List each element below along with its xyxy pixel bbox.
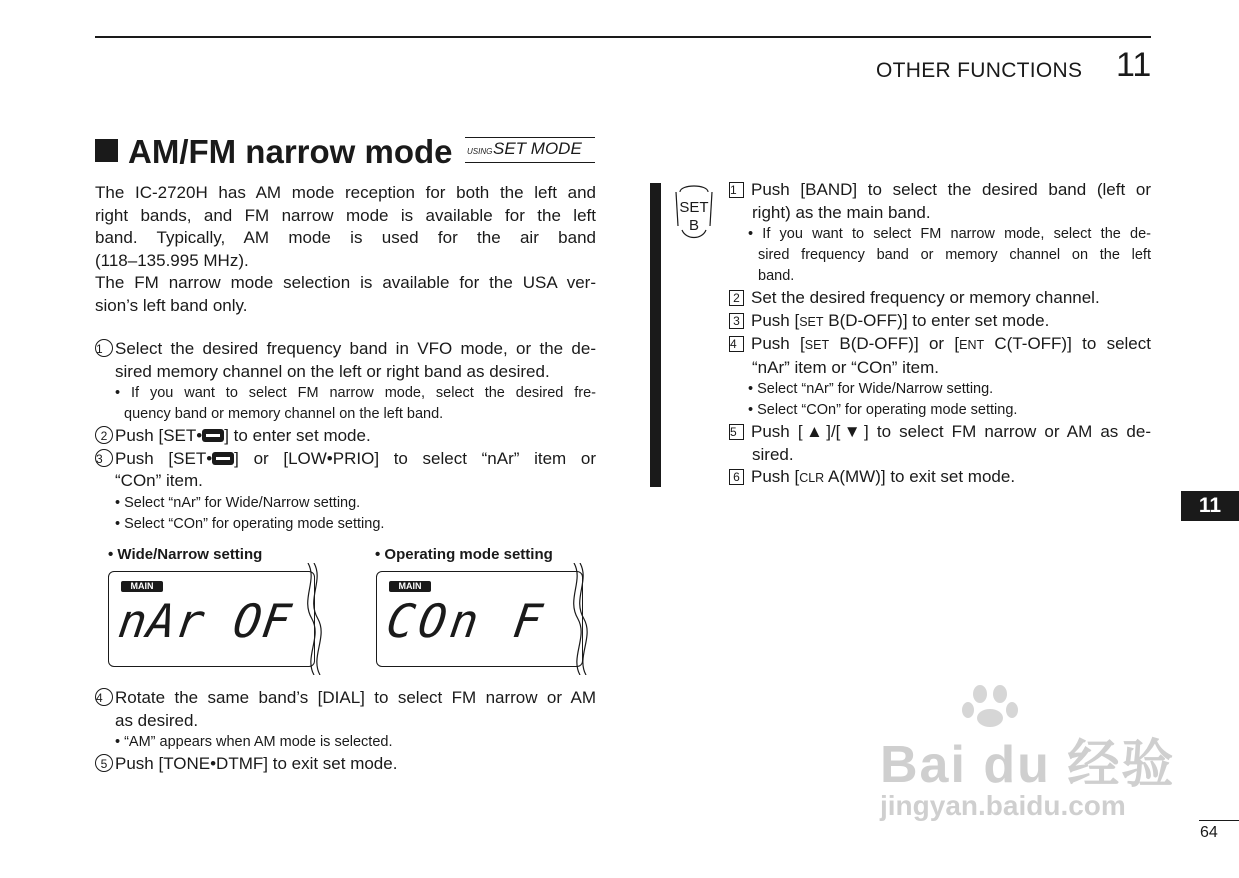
bullet-note: • “AM” appears when AM mode is selected.	[115, 734, 393, 750]
step-number: 3	[95, 449, 113, 467]
step-number: 3	[729, 313, 744, 329]
page-number: 64	[1200, 824, 1218, 841]
lcd-segment-text: nAr OF	[115, 594, 295, 648]
intro-paragraph	[95, 182, 596, 317]
step-text: right) as the main band.	[752, 202, 931, 222]
page-number-rule	[1199, 820, 1239, 821]
step-text: “nAr” item or “COn” item.	[752, 357, 940, 377]
key-label: ENT	[959, 338, 985, 352]
bullet-note: • Select “COn” for operating mode setting.	[115, 515, 385, 532]
r-step-2	[729, 287, 1151, 310]
step-5	[95, 753, 596, 776]
step-text: ] to select FM narrow or AM as de-	[864, 422, 1151, 441]
bullet-note: • Select “COn” for operating mode setting.	[748, 402, 1018, 418]
badge-large-text: SET MODE	[493, 139, 582, 158]
step-text: A(MW)] to exit set mode.	[824, 467, 1016, 486]
step-4	[95, 687, 596, 710]
step-text: Push [TONE•DTMF] to exit set mode.	[115, 754, 398, 773]
step-2	[95, 425, 596, 448]
bullet-note: sired frequency band or memory channel on the left	[758, 247, 1151, 263]
key-label: SET	[799, 314, 824, 329]
step-text: B(D-OFF)] to enter set mode.	[823, 310, 1050, 330]
intro-line: right bands, and FM narrow mode is available for the left	[95, 205, 596, 225]
bullet-note: quency band or memory channel on the left band.	[124, 406, 444, 422]
display-caption-oper: • Operating mode setting	[375, 546, 553, 563]
step-text: Push [BAND] to select the desired band (left or	[751, 180, 1151, 199]
r-step-1	[729, 179, 1151, 202]
lcd-display-wide	[108, 571, 315, 667]
break-mark-icon	[302, 563, 326, 675]
up-arrow-icon: ▲	[802, 422, 827, 441]
step-number: 2	[95, 426, 113, 444]
step-number: 6	[729, 469, 744, 485]
badge-small-text: USING	[467, 147, 493, 156]
bullet-note: band.	[758, 268, 795, 284]
intro-line: The FM narrow mode selection is available for the USA ver-	[95, 273, 596, 292]
lcd-segment-text: COn F	[383, 594, 550, 648]
bullet-note: • If you want to select FM narrow mode, select the de-	[748, 226, 1151, 242]
key-top-label: SET	[679, 199, 709, 216]
watermark-brand: Bai du 经验	[880, 736, 1176, 794]
step-text: Set the desired frequency or memory channel.	[751, 288, 1100, 307]
intro-line: sion’s left band only.	[95, 295, 248, 315]
step-3	[95, 448, 596, 471]
step-number: 1	[95, 339, 113, 357]
step-number: 2	[729, 290, 744, 306]
step-text: sired.	[752, 444, 794, 464]
main-indicator: MAIN	[121, 581, 163, 592]
key-icon	[202, 429, 224, 442]
r-step-3	[729, 310, 1151, 334]
key-bottom-label: B	[688, 217, 699, 234]
r-step-6	[729, 466, 1151, 490]
bullet-note: • Select “nAr” for Wide/Narrow setting.	[748, 381, 994, 397]
key-label: CLR	[799, 471, 825, 485]
step-text: Push [	[751, 422, 803, 441]
left-steps	[95, 338, 596, 535]
step-number: 5	[95, 754, 113, 772]
chapter-number: 11	[1116, 46, 1152, 84]
step-text: “COn” item.	[115, 471, 203, 490]
bullet-note: • If you want to select FM narrow mode, select the desired fre-	[115, 385, 596, 401]
step-text: Select the desired frequency band in VFO mode, or the de-	[115, 339, 596, 358]
intro-line: band. Typically, AM mode is used for the air band	[95, 228, 596, 247]
key-label: SET	[804, 338, 830, 352]
set-mode-badge	[465, 137, 595, 163]
step-text: ] to enter set mode.	[224, 426, 371, 445]
paw-logo-icon	[960, 680, 1020, 728]
left-steps-cont	[95, 687, 596, 776]
display-caption-wide: • Wide/Narrow setting	[108, 546, 263, 563]
intro-line: The IC-2720H has AM mode reception for both the left and	[95, 183, 596, 202]
step-number: 5	[729, 424, 744, 440]
step-text: Push [	[751, 334, 805, 353]
main-indicator: MAIN	[389, 581, 431, 592]
step-text: ] or [LOW•PRIO] to select “nAr” item or	[234, 448, 596, 468]
step-1	[95, 338, 596, 361]
chapter-tab: 11	[1181, 491, 1239, 521]
break-mark-icon	[568, 563, 592, 675]
step-number: 1	[729, 182, 744, 198]
step-text: Rotate the same band’s [DIAL] to select FM narrow or AM	[115, 688, 596, 707]
step-text: C(T-OFF)] to select	[984, 334, 1151, 353]
set-b-key-label	[676, 199, 712, 235]
right-steps	[729, 179, 1151, 490]
step-text: as desired.	[115, 710, 199, 730]
title-text: AM/FM narrow mode	[128, 133, 453, 170]
step-number: 4	[729, 336, 744, 352]
page-title	[95, 133, 453, 171]
panel-side-bar	[650, 183, 661, 487]
square-bullet-icon	[95, 139, 118, 162]
intro-line: (118–135.995 MHz).	[95, 250, 249, 270]
step-text: Push [	[751, 310, 800, 330]
r-step-5	[729, 421, 1151, 444]
down-arrow-icon: ▼	[840, 422, 865, 441]
watermark-url: jingyan.baidu.com	[880, 790, 1126, 821]
lcd-display-oper	[376, 571, 583, 667]
r-step-4	[729, 333, 1151, 357]
step-text: Push [	[751, 467, 800, 486]
section-header: OTHER FUNCTIONS	[876, 59, 1083, 82]
key-icon	[212, 452, 234, 465]
step-text: Push [SET•	[115, 426, 203, 445]
step-text: B(D-OFF)] or [	[829, 334, 960, 353]
step-number: 4	[95, 688, 113, 706]
header-rule	[95, 36, 1151, 38]
step-text: ]/[	[826, 422, 841, 441]
bullet-note: • Select “nAr” for Wide/Narrow setting.	[115, 494, 361, 511]
step-text: Push [SET•	[115, 448, 213, 468]
step-text: sired memory channel on the left or right band as desired.	[115, 361, 550, 381]
